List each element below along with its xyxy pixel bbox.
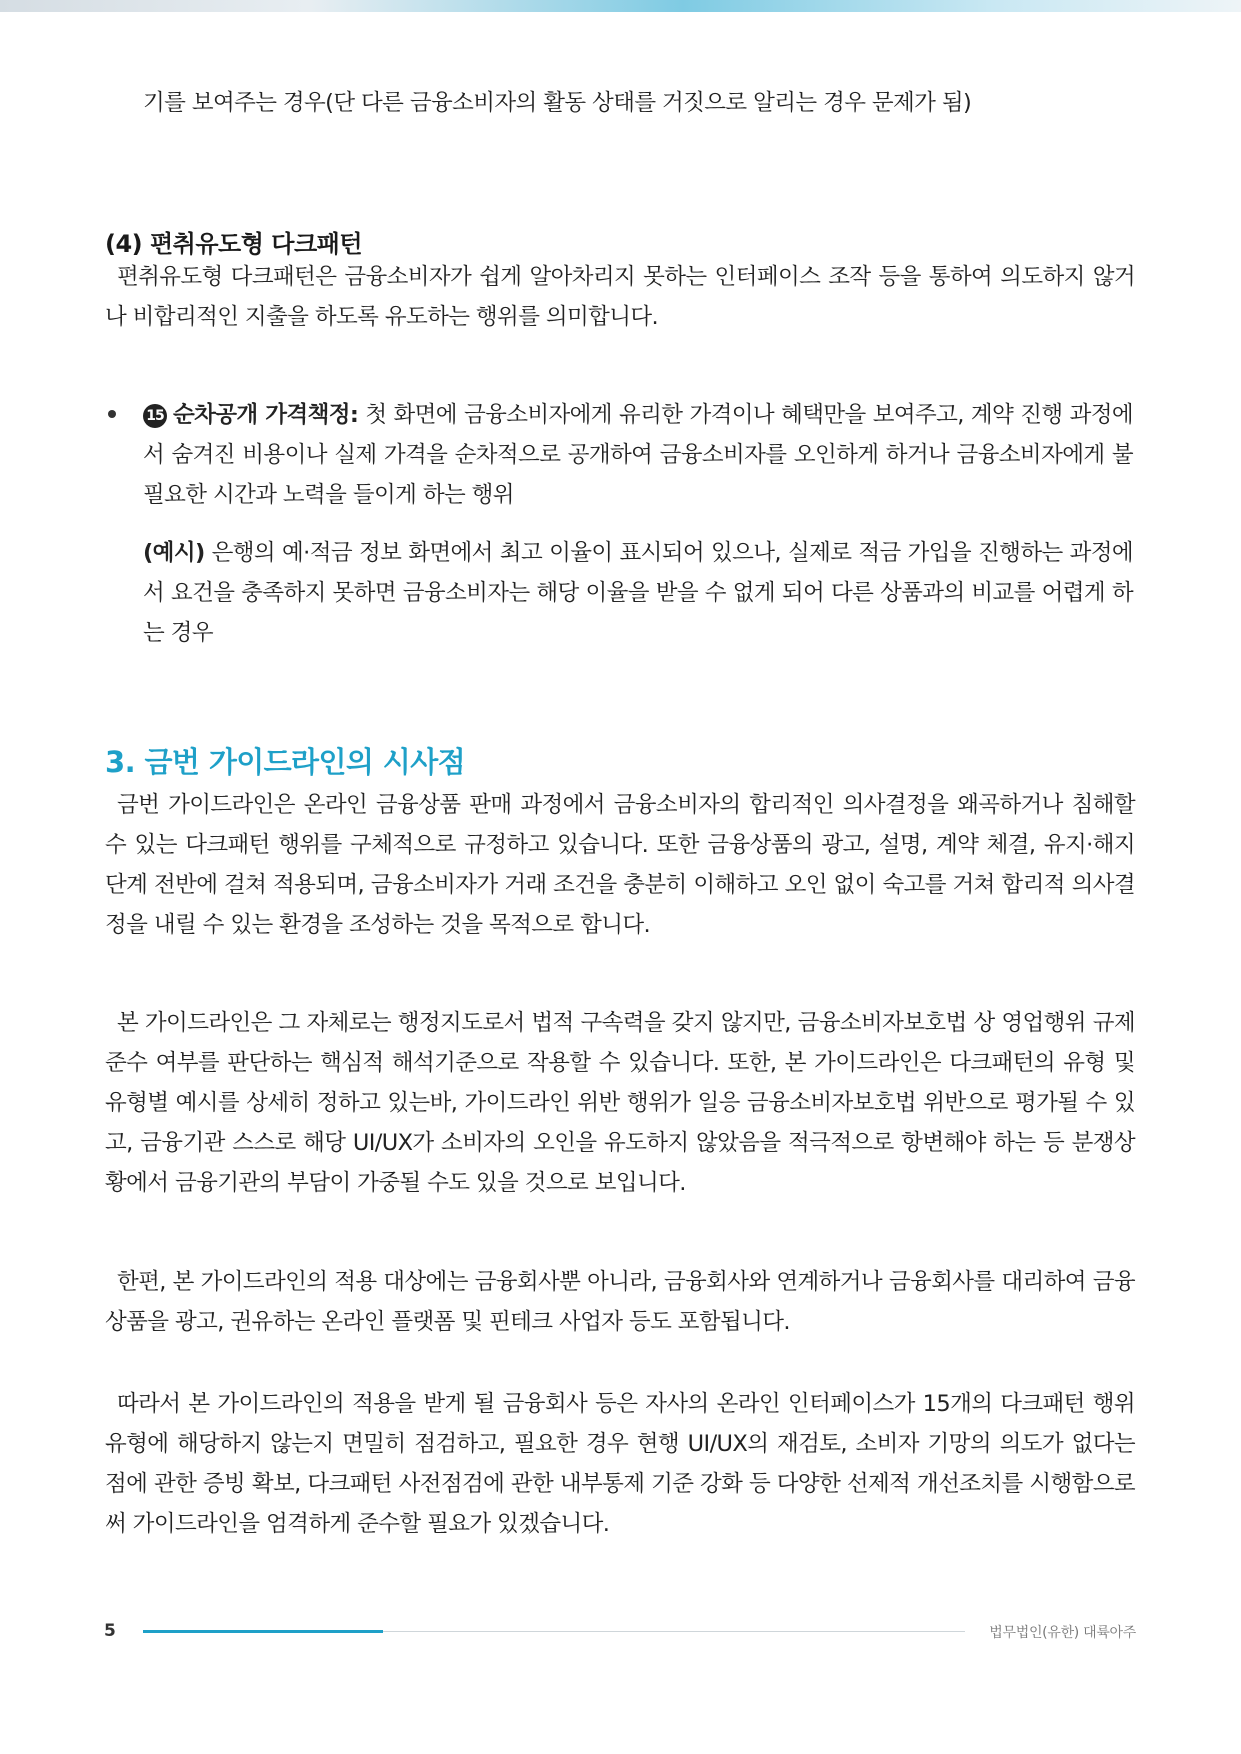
bullet-term: 순차공개 가격책정:	[173, 402, 359, 428]
example-text: 은행의 예·적금 정보 화면에서 최고 이율이 표시되어 있으나, 실제로 적금 가입을 진행하는 과정에서 요건을 충족하지 못하면 금융소비자는 해당 이율을 받을 수 없게 되어 다른 상품과의 비교를 어렵게 하는 경우	[143, 540, 1133, 646]
footer-accent-line	[143, 1630, 383, 1633]
section-heading: 3. 금번 가이드라인의 시사점	[105, 745, 466, 779]
page-number: 5	[104, 1621, 116, 1641]
section-paragraph-2: 본 가이드라인은 그 자체로는 행정지도로서 법적 구속력을 갖지 않지만, 금융소비자보호법 상 영업행위 규제 준수 여부를 판단하는 핵심적 해석기준으로 작용할 수 있습니다. 또한, 본 가이드라인은 다크패턴의 유형 및 유형별 예시를 상세히 정하고 있는바, 가이드라인 위반 행위가 일응 금융소비자보호법 위반으로 평가될 수 있고, 금융기관 스스로 해당 UI/UX가 소비자의 오인을 유도하지 않았음을 적극적으로 항변해야 하는 등 분쟁상황에서 금융기관의 부담이 가중될 수도 있을 것으로 보입니다.	[105, 1010, 1135, 1196]
subsection-paragraph: 편취유도형 다크패턴은 금융소비자가 쉽게 알아차리지 못하는 인터페이스 조작 등을 통하여 의도하지 않거나 비합리적인 지출을 하도록 유도하는 행위를 의미합니다.	[105, 264, 1135, 330]
bullet-item	[143, 395, 1133, 515]
footer-divider	[383, 1631, 965, 1632]
section-paragraph-1: 금번 가이드라인은 온라인 금융상품 판매 과정에서 금융소비자의 합리적인 의사결정을 왜곡하거나 침해할 수 있는 다크패턴 행위를 구체적으로 규정하고 있습니다. 또한 금융상품의 광고, 설명, 계약 체결, 유지·해지 단계 전반에 걸쳐 적용되며, 금융소비자가 거래 조건을 충분히 이해하고 오인 없이 숙고를 거쳐 합리적 의사결정을 내릴 수 있는 환경을 조성하는 것을 목적으로 합니다.	[105, 792, 1135, 938]
section-paragraph-4: 따라서 본 가이드라인의 적용을 받게 될 금융회사 등은 자사의 온라인 인터페이스가 15개의 다크패턴 행위 유형에 해당하지 않는지 면밀히 점검하고, 필요한 경우 현행 UI/UX의 재검토, 소비자 기망의 의도가 없다는 점에 관한 증빙 확보, 다크패턴 사전점검에 관한 내부통제 기준 강화 등 다양한 선제적 개선조치를 시행함으로써 가이드라인을 엄격하게 준수할 필요가 있겠습니다.	[105, 1391, 1135, 1537]
bullet-description: 첫 화면에 금융소비자에게 유리한 가격이나 혜택만을 보여주고, 계약 진행 과정에서 숨겨진 비용이나 실제 가격을 순차적으로 공개하여 금융소비자를 오인하게 하거나 금융소비자에게 불필요한 시간과 노력을 들이게 하는 행위	[143, 402, 1133, 508]
continued-text: 기를 보여주는 경우(단 다른 금융소비자의 활동 상태를 거짓으로 알리는 경우 문제가 됨)	[143, 90, 972, 116]
bullet-dot-icon	[108, 410, 116, 418]
bullet-example	[143, 533, 1133, 653]
circled-number-icon: 15	[143, 404, 167, 428]
header-accent-bar	[0, 0, 1241, 12]
section-paragraph-3: 한편, 본 가이드라인의 적용 대상에는 금융회사뿐 아니라, 금융회사와 연계하거나 금융회사를 대리하여 금융상품을 광고, 권유하는 온라인 플랫폼 및 핀테크 사업자 등도 포함됩니다.	[105, 1269, 1135, 1335]
subsection-heading: (4) 편취유도형 다크패턴	[105, 230, 363, 258]
example-label: (예시)	[143, 540, 205, 566]
footer-firm-name: 법무법인(유한) 대륙아주	[989, 1625, 1136, 1641]
